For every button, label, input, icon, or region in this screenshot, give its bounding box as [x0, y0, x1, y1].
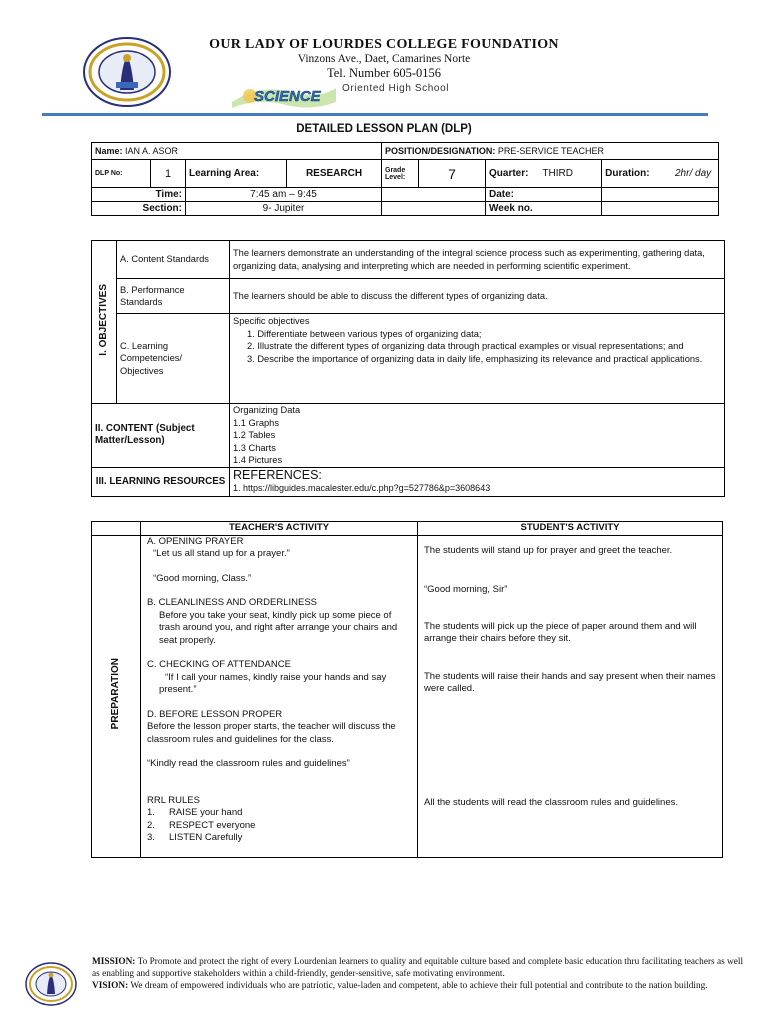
dlp-label: DLP No:: [92, 160, 151, 188]
attendance-text: “If I call your names, kindly raise your hands and say present.”: [159, 671, 387, 695]
science-logo: [230, 82, 338, 110]
preparation-phase-cell: [92, 535, 141, 857]
week-value: [602, 202, 719, 216]
time-label: Time:: [92, 188, 186, 202]
mission-label: MISSION:: [92, 957, 136, 967]
content-standards-text: The learners demonstrate an understanding of the integral science process such as experimenting, gathering data, organizing data, analysing and interpreting which are needed in performing scientific experiment.: [230, 241, 725, 279]
section-value: 9- Jupiter: [186, 202, 382, 216]
content-item: 1.1 Graphs: [233, 417, 279, 428]
school-address: Vinzons Ave., Daet, Camarines Norte: [297, 53, 471, 65]
name-cell: Name: IAN A. ASOR: [92, 143, 382, 160]
content-item: 1.4 Pictures: [233, 455, 283, 465]
teacher-activity-column: [141, 535, 418, 857]
week-label: Week no.: [486, 202, 602, 216]
cleanliness-text: Before you take your seat, kindly pick up some piece of trash around you, and right after arrange your chairs and seat properly.: [159, 609, 398, 646]
rrl-rule-item: 1. RAISE your hand: [147, 807, 243, 818]
specific-objectives-heading: Specific objectives: [233, 316, 310, 326]
time-value: 7:45 am – 9:45: [186, 188, 382, 202]
opening-prayer-line: “Let us all stand up for a prayer.”: [153, 548, 290, 559]
before-lesson-text: Before the lesson proper starts, the teacher will discuss the classroom rules and guidelines for the class.: [147, 721, 396, 745]
learning-competencies-label: C. Learning Competencies/ Objectives: [117, 314, 230, 404]
learning-resources-label: III. LEARNING RESOURCES: [92, 467, 230, 496]
section-label: Section:: [92, 202, 186, 216]
header-rule: [42, 113, 708, 116]
date-value: [602, 188, 719, 202]
student-response: “Good morning, Sir”: [424, 583, 508, 595]
learning-area-value: RESEARCH: [287, 160, 382, 188]
document-title: DETAILED LESSON PLAN (DLP): [296, 123, 472, 135]
position-cell: POSITION/DESIGNATION: PRE-SERVICE TEACHER: [382, 143, 719, 160]
student-response: The students will pick up the piece of paper around them and will arrange their chairs before they sit.: [424, 620, 697, 644]
oriented-high-school-text: Oriented High School: [342, 83, 450, 94]
student-response: The students will stand up for prayer and greet the teacher.: [424, 544, 673, 556]
content-item: 1.2 Tables: [233, 430, 276, 440]
rrl-rule-item: 3. LISTEN Carefully: [147, 832, 243, 843]
student-response: All the students will read the classroom rules and guidelines.: [424, 796, 678, 808]
duration-cell: Duration: 2hr/ day: [602, 160, 719, 188]
attendance-title: C. CHECKING OF ATTENDANCE: [147, 659, 291, 670]
vision-label: VISION:: [92, 981, 129, 991]
references-heading: REFERENCES:: [233, 467, 322, 482]
before-lesson-title: D. BEFORE LESSON PROPER: [147, 708, 283, 720]
good-morning-line: “Good morning, Class.”: [153, 572, 252, 584]
content-standards-label: A. Content Standards: [117, 241, 230, 279]
content-item: Organizing Data: [233, 405, 301, 415]
performance-standards-text: The learners should be able to discuss the different types of organizing data.: [230, 279, 725, 314]
activity-table: [91, 521, 723, 858]
mission-statement: MISSION: To Promote and protect the right of every Lourdenian learners to quality and equitable culture based and complete basic education thru facilitating teachers as well as enabling and supportive stakeholders within a child-friendly, gender-sensitive, safe motivating environment.: [92, 957, 744, 979]
school-name: OUR LADY OF LOURDES COLLEGE FOUNDATION: [209, 37, 559, 52]
vision-statement: VISION: We dream of empowered individuals who are patriotic, value-laden and competent, able to achieve their full potential and contribute to the nation building.: [92, 981, 708, 991]
teacher-name: IAN A. ASOR: [125, 146, 179, 156]
teacher-activity-header: TEACHER'S ACTIVITY: [141, 522, 418, 536]
content-label: II. CONTENT (Subject Matter/Lesson): [92, 404, 230, 468]
quarter-value: THIRD: [542, 168, 573, 179]
empty-cell: [382, 188, 486, 202]
objective-item: 3. Describe the importance of organizing data in daily life, emphasizing its relevance and practical applications.: [247, 353, 703, 364]
references-cell: [230, 467, 725, 496]
opening-prayer-title: A. OPENING PRAYER: [147, 535, 244, 547]
position-value: PRE-SERVICE TEACHER: [497, 146, 605, 156]
learning-competencies-text: [230, 314, 725, 404]
lesson-info-table: [91, 142, 719, 216]
before-lesson-quote: “Kindly read the classroom rules and guidelines”: [147, 758, 350, 769]
empty-cell: [382, 202, 486, 216]
duration-value: 2hr/ day: [675, 167, 712, 179]
grade-level-label: Grade Level:: [382, 160, 419, 188]
student-activity-column: [418, 535, 723, 857]
rrl-rule-item: 2. RESPECT everyone: [147, 819, 256, 831]
learning-area-label: Learning Area:: [186, 160, 287, 188]
content-list: [230, 404, 725, 468]
objective-item: 1. Differentiate between various types of organizing data;: [247, 328, 482, 339]
date-label: Date:: [486, 188, 602, 202]
performance-standards-label: B. Performance Standards: [117, 279, 230, 314]
quarter-cell: Quarter: THIRD: [486, 160, 602, 188]
objectives-section-cell: [92, 241, 117, 404]
objective-item: 2. Illustrate the different types of organizing data through practical examples or visual representations; and: [247, 341, 684, 351]
objectives-table: [91, 240, 725, 497]
svg-text:SCIENCE: SCIENCE: [254, 88, 321, 105]
student-activity-header: STUDENT'S ACTIVITY: [418, 522, 723, 536]
objectives-label: I. OBJECTIVES: [97, 284, 109, 357]
student-response: The students will raise their hands and say present when their names were called.: [424, 670, 716, 694]
footer-seal-logo: [25, 962, 77, 1006]
cleanliness-title: B. CLEANLINESS AND ORDERLINESS: [147, 597, 317, 608]
phase-header-blank: [92, 522, 141, 536]
dlp-value: 1: [151, 160, 186, 188]
preparation-label: PREPARATION: [109, 658, 121, 730]
grade-level-value: 7: [419, 160, 486, 188]
content-item: 1.3 Charts: [233, 442, 276, 453]
school-telephone: Tel. Number 605-0156: [326, 66, 442, 80]
mission-vision-block: [92, 956, 752, 992]
reference-link[interactable]: 1. https://libguides.macalester.edu/c.php?g=527786&p=3608643: [233, 482, 491, 493]
rrl-rules-title: RRL RULES: [147, 794, 200, 806]
